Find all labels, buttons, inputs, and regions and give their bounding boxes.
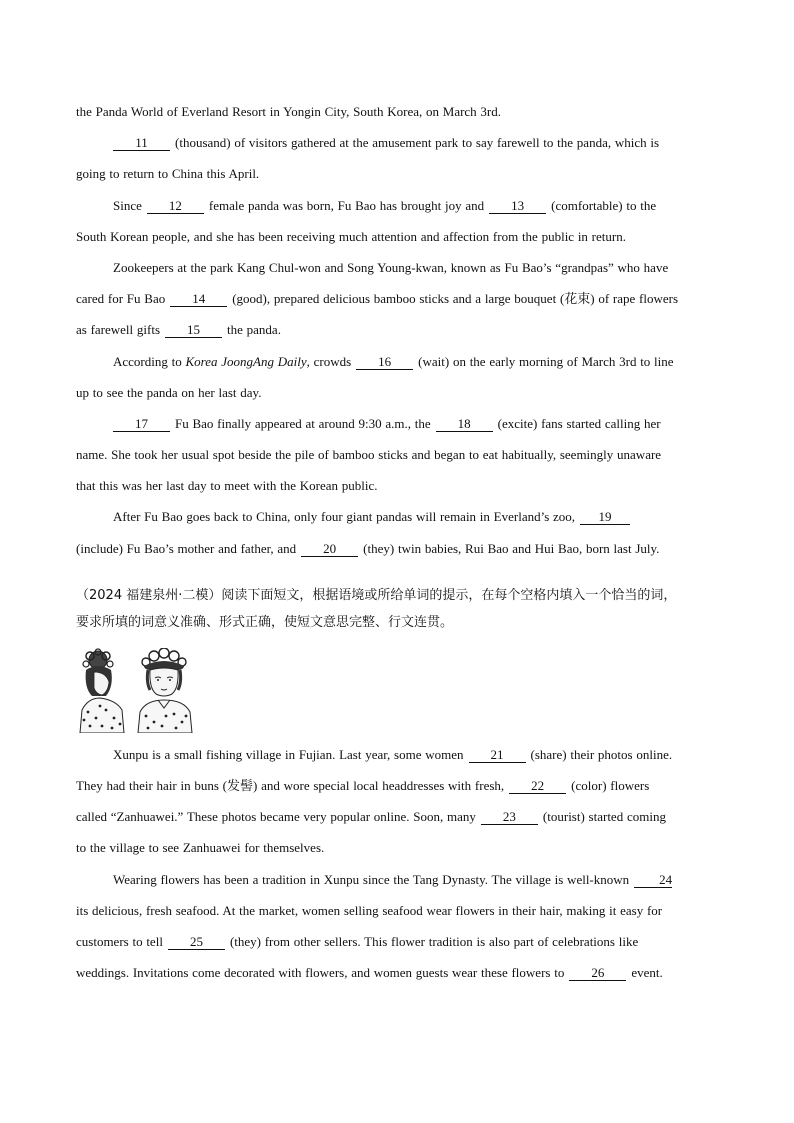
text-run: the panda.: [227, 322, 281, 338]
text-run: After Fu Bao goes back to China, only four giant pandas will remain in Everland’s zoo,: [113, 509, 576, 525]
text-line: [76, 377, 718, 408]
text-run: South Korean people, and she has been receiving much attention and affection from the public in return.: [76, 228, 626, 244]
text-run: (tourist) started coming: [542, 809, 666, 825]
text-line: [76, 439, 718, 470]
blank-22[interactable]: 22: [509, 779, 566, 794]
blank-23[interactable]: 23: [481, 810, 538, 825]
text-run: name. She took her usual spot beside the pile of bamboo sticks and began to eat habitually, seemingly unaware: [76, 447, 662, 463]
blank-17[interactable]: 17: [113, 417, 170, 432]
text-run: (wait) on the early morning of March 3rd to line: [418, 353, 674, 369]
text-run: customers to tell: [76, 933, 163, 949]
blank-11[interactable]: 11: [113, 136, 170, 151]
blank-20[interactable]: 20: [301, 542, 358, 557]
text-line: [76, 221, 718, 252]
text-run: weddings. Invitations come decorated with flowers, and women guests wear these flowers to: [76, 965, 565, 981]
text-run: (comfortable) to the: [551, 197, 657, 213]
text-line: [76, 895, 718, 926]
text-line: [76, 957, 718, 988]
text-line: [76, 252, 718, 283]
publication-name: Korea JoongAng Daily: [185, 353, 307, 369]
section-spacer: [76, 564, 718, 582]
text-run: , crowds: [306, 353, 352, 369]
text-line: [76, 801, 718, 832]
text-line: [76, 739, 718, 770]
blank-26[interactable]: 26: [569, 966, 626, 981]
blank-21[interactable]: 21: [469, 748, 526, 763]
text-line: [76, 127, 718, 158]
text-run: the Panda World of Everland Resort in Yongin City, South Korea, on March 3rd.: [76, 104, 502, 119]
text-line: [76, 314, 718, 345]
text-run: (they) twin babies, Rui Bao and Hui Bao, born last July.: [363, 540, 660, 556]
blank-18[interactable]: 18: [436, 417, 493, 432]
text-run: They had their hair in buns (发髻) and wore special local headdresses with fresh,: [76, 778, 505, 793]
text-line: [76, 283, 718, 314]
text-run: female panda was born, Fu Bao has brought joy and: [208, 197, 485, 213]
text-run: event.: [631, 965, 663, 981]
blank-24[interactable]: 24: [634, 873, 672, 888]
text-line: [76, 926, 718, 957]
text-run: Zookeepers at the park Kang Chul-won and Song Young-kwan, known as Fu Bao’s “grandpas” who have: [113, 259, 669, 275]
text-run: (good), prepared delicious bamboo sticks and a large bouquet (花束) of rape flowers: [232, 291, 679, 307]
text-line: [76, 190, 718, 221]
blank-16[interactable]: 16: [356, 355, 413, 370]
instructions-line-2: 要求所填的词意义准确、形式正确，使短文意思完整、行文连贯。: [76, 614, 454, 630]
blank-13[interactable]: 13: [489, 199, 546, 214]
text-run: that this was her last day to meet with the Korean public.: [76, 478, 378, 494]
text-line: [76, 832, 718, 863]
text-line: [76, 346, 718, 377]
text-run: According to: [113, 353, 182, 369]
blank-19[interactable]: 19: [580, 510, 630, 525]
text-line: [76, 470, 718, 501]
text-run: (they) from other sellers. This flower tradition is also part of celebrations like: [229, 933, 639, 949]
blank-15[interactable]: 15: [165, 323, 222, 338]
text-line: [76, 408, 718, 439]
text-run: (include) Fu Bao’s mother and father, and: [76, 540, 297, 556]
text-run: going to return to China this April.: [76, 166, 260, 182]
text-line: [76, 533, 718, 564]
text-run: (share) their photos online.: [530, 746, 673, 762]
text-line: [76, 770, 718, 801]
blank-25[interactable]: 25: [168, 935, 225, 950]
text-run: Fu Bao finally appeared at around 9:30 a.m., the: [175, 415, 431, 431]
text-line: [76, 96, 718, 127]
text-run: cared for Fu Bao: [76, 291, 166, 307]
text-line: [76, 864, 718, 895]
blank-14[interactable]: 14: [170, 292, 227, 307]
two-women-illustration-icon: [76, 648, 718, 733]
worksheet-page: [76, 96, 718, 988]
text-run: Wearing flowers has been a tradition in Xunpu since the Tang Dynasty. The village is well-known: [113, 871, 630, 887]
text-run: as farewell gifts: [76, 322, 161, 338]
text-run: Since: [113, 197, 142, 213]
instructions-line-1: （2024 福建泉州·二模）阅读下面短文，根据语境或所给单词的提示，在每个空格内填入一个恰当的词，: [76, 587, 677, 603]
text-line: [76, 158, 718, 189]
text-run: to the village to see Zanhuawei for themselves.: [76, 840, 325, 856]
text-run: up to see the panda on her last day.: [76, 384, 262, 400]
text-run: called “Zanhuawei.” These photos became very popular online. Soon, many: [76, 809, 476, 825]
text-run: (color) flowers: [571, 778, 650, 793]
instructions: [76, 582, 718, 636]
text-run: its delicious, fresh seafood. At the market, women selling seafood wear flowers in their hair, making it easy for: [76, 902, 663, 918]
text-line: [76, 501, 718, 532]
text-run: Xunpu is a small fishing village in Fujian. Last year, some women: [113, 746, 464, 762]
text-run: (excite) fans started calling her: [497, 415, 661, 431]
blank-12[interactable]: 12: [147, 199, 204, 214]
text-run: (thousand) of visitors gathered at the amusement park to say farewell to the panda, which is: [175, 135, 660, 151]
